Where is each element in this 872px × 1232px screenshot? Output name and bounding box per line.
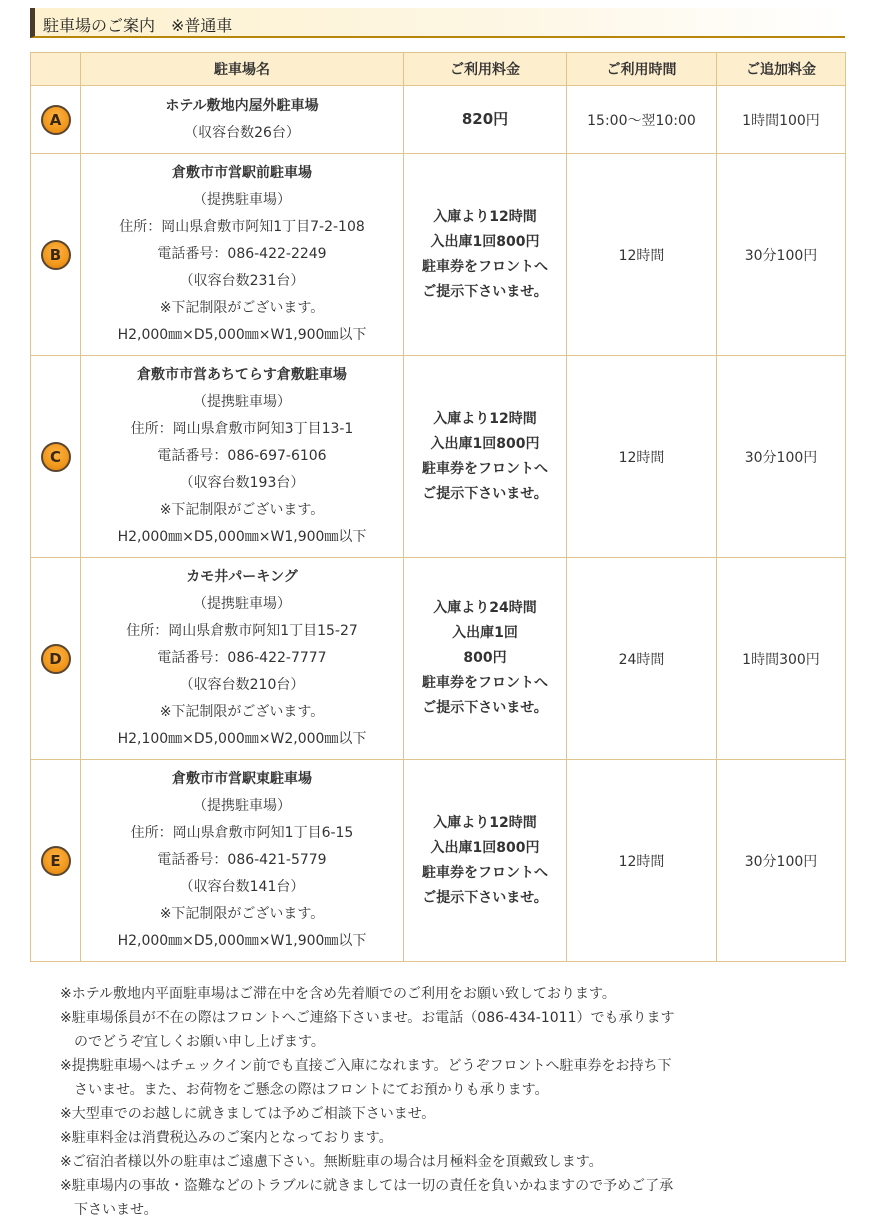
- row-letter-cell: [31, 86, 81, 154]
- fee-line: 800円: [463, 650, 507, 666]
- parking-detail: 住所：岡山県倉敷市阿知1丁目15-27: [126, 623, 358, 639]
- header-cell-letter: [31, 53, 81, 86]
- parking-detail: （収容台数231台）: [179, 273, 305, 289]
- parking-detail: 電話番号：086-421-5779: [157, 852, 327, 868]
- section-title: 駐車場のご案内 ※普通車: [43, 16, 233, 35]
- letter-b-icon: B: [41, 240, 71, 270]
- parking-detail: （収容台数26台）: [184, 124, 300, 141]
- header-cell-fee: ご利用料金: [404, 53, 567, 86]
- fee-line: 入庫より12時間: [433, 410, 537, 427]
- parking-name-cell: [81, 760, 404, 962]
- fee-cell: [404, 86, 567, 154]
- parking-detail: （提携駐車場）: [193, 596, 291, 612]
- parking-detail: 住所：岡山県倉敷市阿知1丁目7-2-108: [119, 219, 365, 235]
- letter-a-icon: A: [41, 105, 71, 135]
- note-item-continuation: さいませ。また、お荷物をご懸念の際はフロントにてお預かりも承ります。: [74, 1082, 549, 1098]
- parking-detail: H2,000㎜×D5,000㎜×W1,900㎜以下: [117, 327, 367, 343]
- parking-name: 倉敷市市営駅前駐車場: [172, 165, 312, 181]
- section-header: [30, 8, 845, 38]
- parking-detail: 電話番号：086-422-2249: [157, 246, 327, 262]
- note-item-continuation: 下さいませ。: [74, 1202, 158, 1218]
- parking-detail: （収容台数141台）: [179, 879, 305, 895]
- extra-fee-cell: 30分100円: [717, 356, 846, 558]
- parking-name-cell: [81, 154, 404, 356]
- parking-detail: ※下記制限がございます。: [159, 300, 325, 316]
- fee-cell: [404, 558, 567, 760]
- parking-name-cell: [81, 558, 404, 760]
- note-item: ※ご宿泊者様以外の駐車はご遠慮下さい。無断駐車の場合は月極料金を頂戴致します。: [60, 1154, 603, 1170]
- fee-line: 駐車券をフロントへ: [422, 258, 548, 275]
- row-letter-cell: [31, 154, 81, 356]
- fee-line: 駐車券をフロントへ: [422, 675, 548, 691]
- hours-cell: 12時間: [567, 154, 717, 356]
- row-letter-cell: [31, 558, 81, 760]
- row-letter-cell: [31, 760, 81, 962]
- letter-c-icon: C: [41, 442, 71, 472]
- hours-cell: 12時間: [567, 760, 717, 962]
- table-row: [31, 86, 846, 154]
- note-item: ※駐車場内の事故・盗難などのトラブルに就きましては一切の責任を負いかねますので予めご了承: [60, 1178, 674, 1194]
- parking-detail: H2,000㎜×D5,000㎜×W1,900㎜以下: [117, 933, 367, 949]
- parking-name: ホテル敷地内屋外駐車場: [165, 97, 319, 114]
- hours-cell: 24時間: [567, 558, 717, 760]
- table-row: [31, 154, 846, 356]
- row-letter-cell: [31, 356, 81, 558]
- fee-line: 入出庫1回800円: [430, 839, 540, 856]
- parking-name-cell: [81, 356, 404, 558]
- table-header-row: [31, 53, 846, 86]
- fee-line: 入出庫1回800円: [430, 233, 540, 250]
- parking-detail: （提携駐車場）: [193, 798, 291, 814]
- parking-detail: ※下記制限がございます。: [159, 704, 325, 720]
- parking-detail: ※下記制限がございます。: [159, 906, 325, 922]
- letter-d-icon: D: [41, 644, 71, 674]
- header-cell-name: 駐車場名: [81, 53, 404, 86]
- notes-list: [60, 982, 800, 1222]
- note-item-continuation: のでどうぞ宜しくお願い申し上げます。: [74, 1034, 325, 1050]
- header-cell-extra: ご追加料金: [717, 53, 846, 86]
- fee-cell: [404, 356, 567, 558]
- fee-line: ご提示下さいませ。: [422, 700, 548, 716]
- parking-name: 倉敷市市営駅東駐車場: [172, 771, 312, 787]
- parking-name: 倉敷市市営あちてらす倉敷駐車場: [137, 367, 347, 383]
- fee-line: 入出庫1回: [452, 625, 518, 641]
- parking-detail: ※下記制限がございます。: [159, 502, 325, 518]
- note-item: ※提携駐車場へはチェックイン前でも直接ご入庫になれます。どうぞフロントへ駐車券をお持ち下: [60, 1058, 672, 1074]
- extra-fee-cell: 1時間300円: [717, 558, 846, 760]
- fee-line: 入庫より12時間: [433, 814, 537, 831]
- parking-detail: （提携駐車場）: [193, 394, 291, 410]
- header-cell-hours: ご利用時間: [567, 53, 717, 86]
- table-row: [31, 356, 846, 558]
- parking-detail: （収容台数193台）: [179, 475, 305, 491]
- parking-detail: （提携駐車場）: [193, 192, 291, 208]
- parking-detail: H2,100㎜×D5,000㎜×W2,000㎜以下: [117, 731, 367, 747]
- parking-detail: 住所：岡山県倉敷市阿知3丁目13-1: [130, 421, 354, 437]
- parking-table: [30, 52, 846, 962]
- parking-detail: 電話番号：086-422-7777: [157, 650, 327, 666]
- fee-cell: [404, 154, 567, 356]
- fee-line: ご提示下さいませ。: [422, 283, 548, 300]
- hours-cell: 15:00～翌10:00: [567, 86, 717, 154]
- table-row: [31, 558, 846, 760]
- parking-name: カモ井パーキング: [186, 569, 298, 585]
- note-item: ※大型車でのお越しに就きましては予めご相談下さいませ。: [60, 1106, 436, 1122]
- table-row: [31, 760, 846, 962]
- note-item: ※ホテル敷地内平面駐車場はご滞在中を含め先着順でのご利用をお願い致しております。: [60, 986, 616, 1002]
- parking-name-cell: [81, 86, 404, 154]
- fee-line: 入庫より12時間: [433, 208, 537, 225]
- fee-line: ご提示下さいませ。: [422, 485, 548, 502]
- fee-line: 駐車券をフロントへ: [422, 864, 548, 881]
- parking-detail: H2,000㎜×D5,000㎜×W1,900㎜以下: [117, 529, 367, 545]
- fee-line: ご提示下さいませ。: [422, 889, 548, 906]
- fee-cell: [404, 760, 567, 962]
- hours-cell: 12時間: [567, 356, 717, 558]
- fee-line: 入出庫1回800円: [430, 435, 540, 452]
- extra-fee-cell: 1時間100円: [717, 86, 846, 154]
- extra-fee-cell: 30分100円: [717, 760, 846, 962]
- note-item: ※駐車場係員が不在の際はフロントへご連絡下さいませ。お電話（086-434-1011）でも承ります: [60, 1010, 675, 1026]
- fee-line: 駐車券をフロントへ: [422, 460, 548, 477]
- parking-detail: （収容台数210台）: [179, 677, 305, 693]
- fee-line: 入庫より24時間: [433, 600, 537, 616]
- fee-line: 820円: [461, 110, 509, 128]
- extra-fee-cell: 30分100円: [717, 154, 846, 356]
- parking-detail: 電話番号：086-697-6106: [157, 448, 327, 464]
- note-item: ※駐車料金は消費税込みのご案内となっております。: [60, 1130, 393, 1146]
- parking-detail: 住所：岡山県倉敷市阿知1丁目6-15: [130, 825, 354, 841]
- letter-e-icon: E: [41, 846, 71, 876]
